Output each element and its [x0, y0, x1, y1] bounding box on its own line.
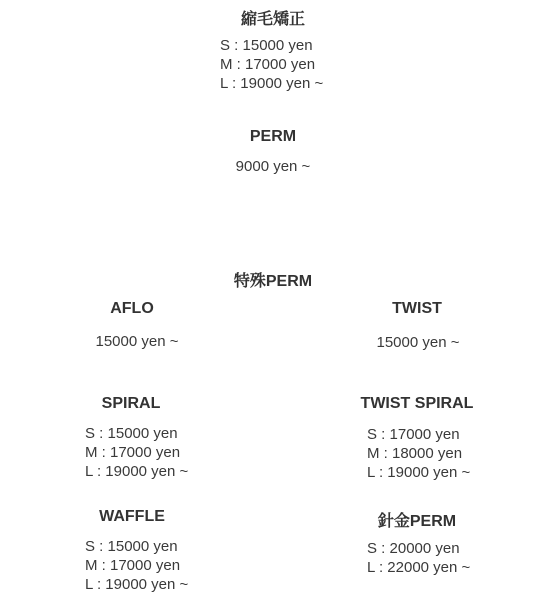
aflo-title: AFLO: [110, 300, 154, 317]
spiral-price-l: L : 19000 yen ~: [85, 463, 189, 480]
shukumou-price-m: M : 17000 yen: [220, 56, 316, 73]
needle-perm-price-s: S : 20000 yen: [367, 540, 460, 557]
needle-perm-title: 針金PERM: [377, 513, 457, 530]
shukumou-price-l: L : 19000 yen ~: [220, 75, 324, 92]
spiral-price-list: [85, 424, 188, 481]
shukumou-price-list: [220, 36, 323, 93]
twist-spiral-title: TWIST SPIRAL: [360, 395, 474, 412]
twist-spiral-price-list: [367, 425, 470, 482]
perm-title: PERM: [249, 128, 297, 145]
twist-title: TWIST: [392, 300, 442, 317]
perm-price: 9000 yen ~: [235, 158, 311, 175]
waffle-price-m: M : 17000 yen: [85, 557, 181, 574]
special-perm-title: 特殊PERM: [233, 273, 313, 290]
spiral-price-s: S : 15000 yen: [85, 425, 178, 442]
waffle-price-list: [85, 537, 188, 594]
waffle-title: WAFFLE: [99, 508, 165, 525]
shukumou-title: 縮毛矯正: [240, 11, 306, 28]
shukumou-price-s: S : 15000 yen: [220, 37, 313, 54]
waffle-price-l: L : 19000 yen ~: [85, 576, 189, 593]
needle-perm-price-l: L : 22000 yen ~: [367, 559, 471, 576]
needle-perm-price-list: [367, 539, 470, 577]
twist-spiral-price-l: L : 19000 yen ~: [367, 464, 471, 481]
twist-price: 15000 yen ~: [376, 334, 460, 351]
aflo-price: 15000 yen ~: [95, 333, 179, 350]
waffle-price-s: S : 15000 yen: [85, 538, 178, 555]
twist-spiral-price-s: S : 17000 yen: [367, 426, 460, 443]
spiral-price-m: M : 17000 yen: [85, 444, 181, 461]
twist-spiral-price-m: M : 18000 yen: [367, 445, 463, 462]
spiral-title: SPIRAL: [101, 395, 161, 412]
